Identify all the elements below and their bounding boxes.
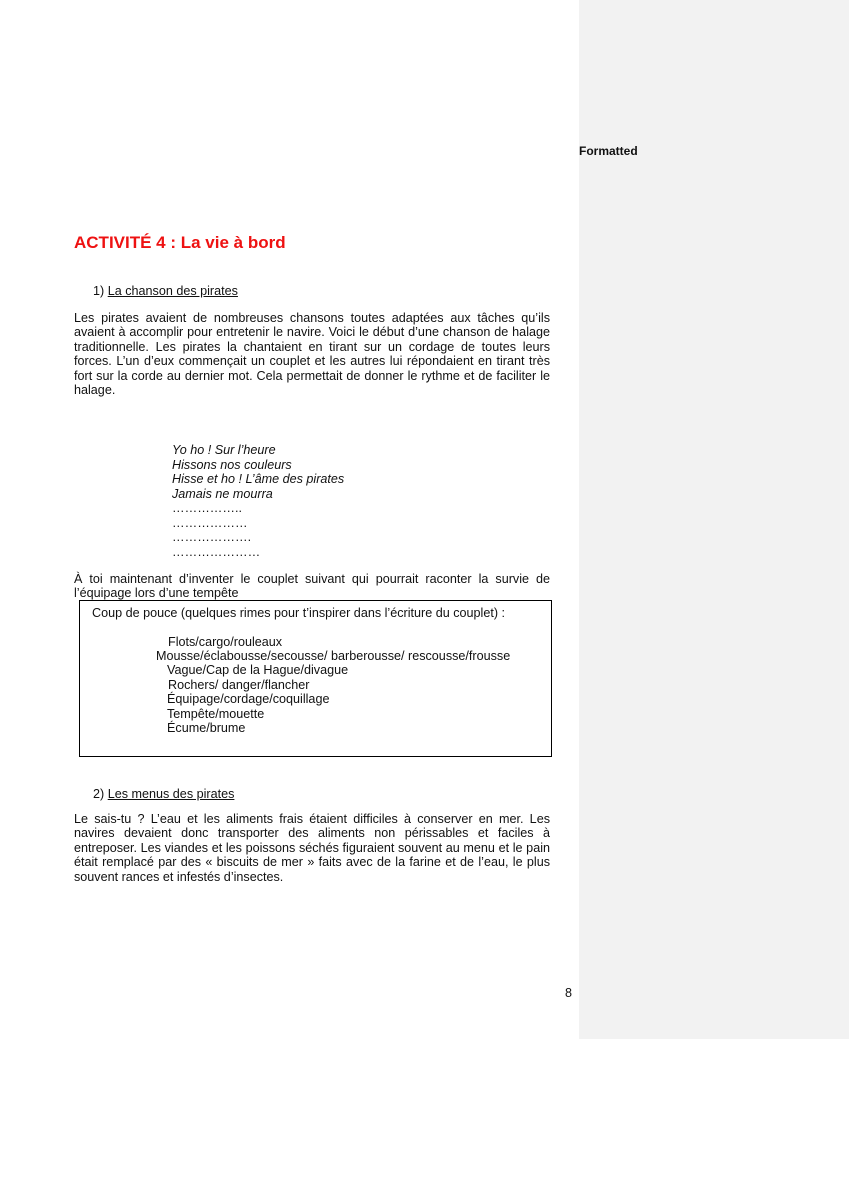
activity-title: ACTIVITÉ 4 : La vie à bord xyxy=(74,233,286,252)
section-1-title: La chanson des pirates xyxy=(107,284,238,298)
rime-line: Écume/brume xyxy=(167,721,246,735)
section-2-title: Les menus des pirates xyxy=(107,787,235,801)
section-1-paragraph: Les pirates avaient de nombreuses chansons toutes adaptées aux tâches qu’ils avaient à accomplir pour entretenir le navire. Voici le début d’une chanson de halage traditionnelle. Les pirates la chantaient en tirant sur un cordage de toutes leurs forces. L’un d’eux commençait un couplet et les autres lui répondaient en tirant très fort sur la corde au dernier mot. Cela permettait de donner le rythme et de faciliter le halage. xyxy=(74,311,550,398)
section-1-heading xyxy=(93,284,238,298)
verse-line: Jamais ne mourra xyxy=(172,486,273,501)
comment-margin-pane xyxy=(579,0,849,1039)
rime-line: Mousse/éclabousse/secousse/ barberousse/ rescousse/frousse xyxy=(156,649,511,663)
rime-line: Rochers/ danger/flancher xyxy=(168,678,310,692)
verse-line: Hissons nos couleurs xyxy=(172,457,292,472)
verse-line: Yo ho ! Sur l’heure xyxy=(172,443,276,457)
rime-line: Flots/cargo/rouleaux xyxy=(168,635,283,649)
section-2-heading xyxy=(93,787,234,801)
instruction-text: À toi maintenant d’inventer le couplet suivant qui pourrait raconter la survie de l’équipage lors d’une tempête xyxy=(74,572,550,601)
song-verse xyxy=(172,443,344,559)
verse-placeholder-line: ………………. xyxy=(172,530,252,544)
rime-line: Tempête/mouette xyxy=(167,707,265,721)
section-2-paragraph: Le sais-tu ? L’eau et les aliments frais étaient difficiles à conserver en mer. Les navires devaient donc transporter des aliments non périssables et faciles à entreposer. Les viandes et les poissons séchés figuraient souvent au menu et le pain était remplacé par des « biscuits de mer » faits avec de la farine et de l’eau, le plus souvent rances et infestés d’insectes. xyxy=(74,812,550,884)
verse-placeholder-line: ……………… xyxy=(172,515,248,530)
comment-margin-label: Formatted xyxy=(579,144,638,158)
verse-placeholder-line: …………….. xyxy=(172,501,242,515)
hint-box-intro: Coup de pouce (quelques rimes pour t’inspirer dans l’écriture du couplet) : xyxy=(92,606,506,620)
rime-line: Équipage/cordage/coquillage xyxy=(167,692,330,706)
page-number: 8 xyxy=(565,986,573,1000)
hint-box xyxy=(79,600,552,757)
verse-line: Hisse et ho ! L’âme des pirates xyxy=(172,472,345,486)
rime-line: Vague/Cap de la Hague/divague xyxy=(167,663,349,677)
verse-placeholder-line: ………………… xyxy=(172,544,261,559)
section-2-number: 2) xyxy=(93,787,105,801)
section-1-number: 1) xyxy=(93,284,105,298)
